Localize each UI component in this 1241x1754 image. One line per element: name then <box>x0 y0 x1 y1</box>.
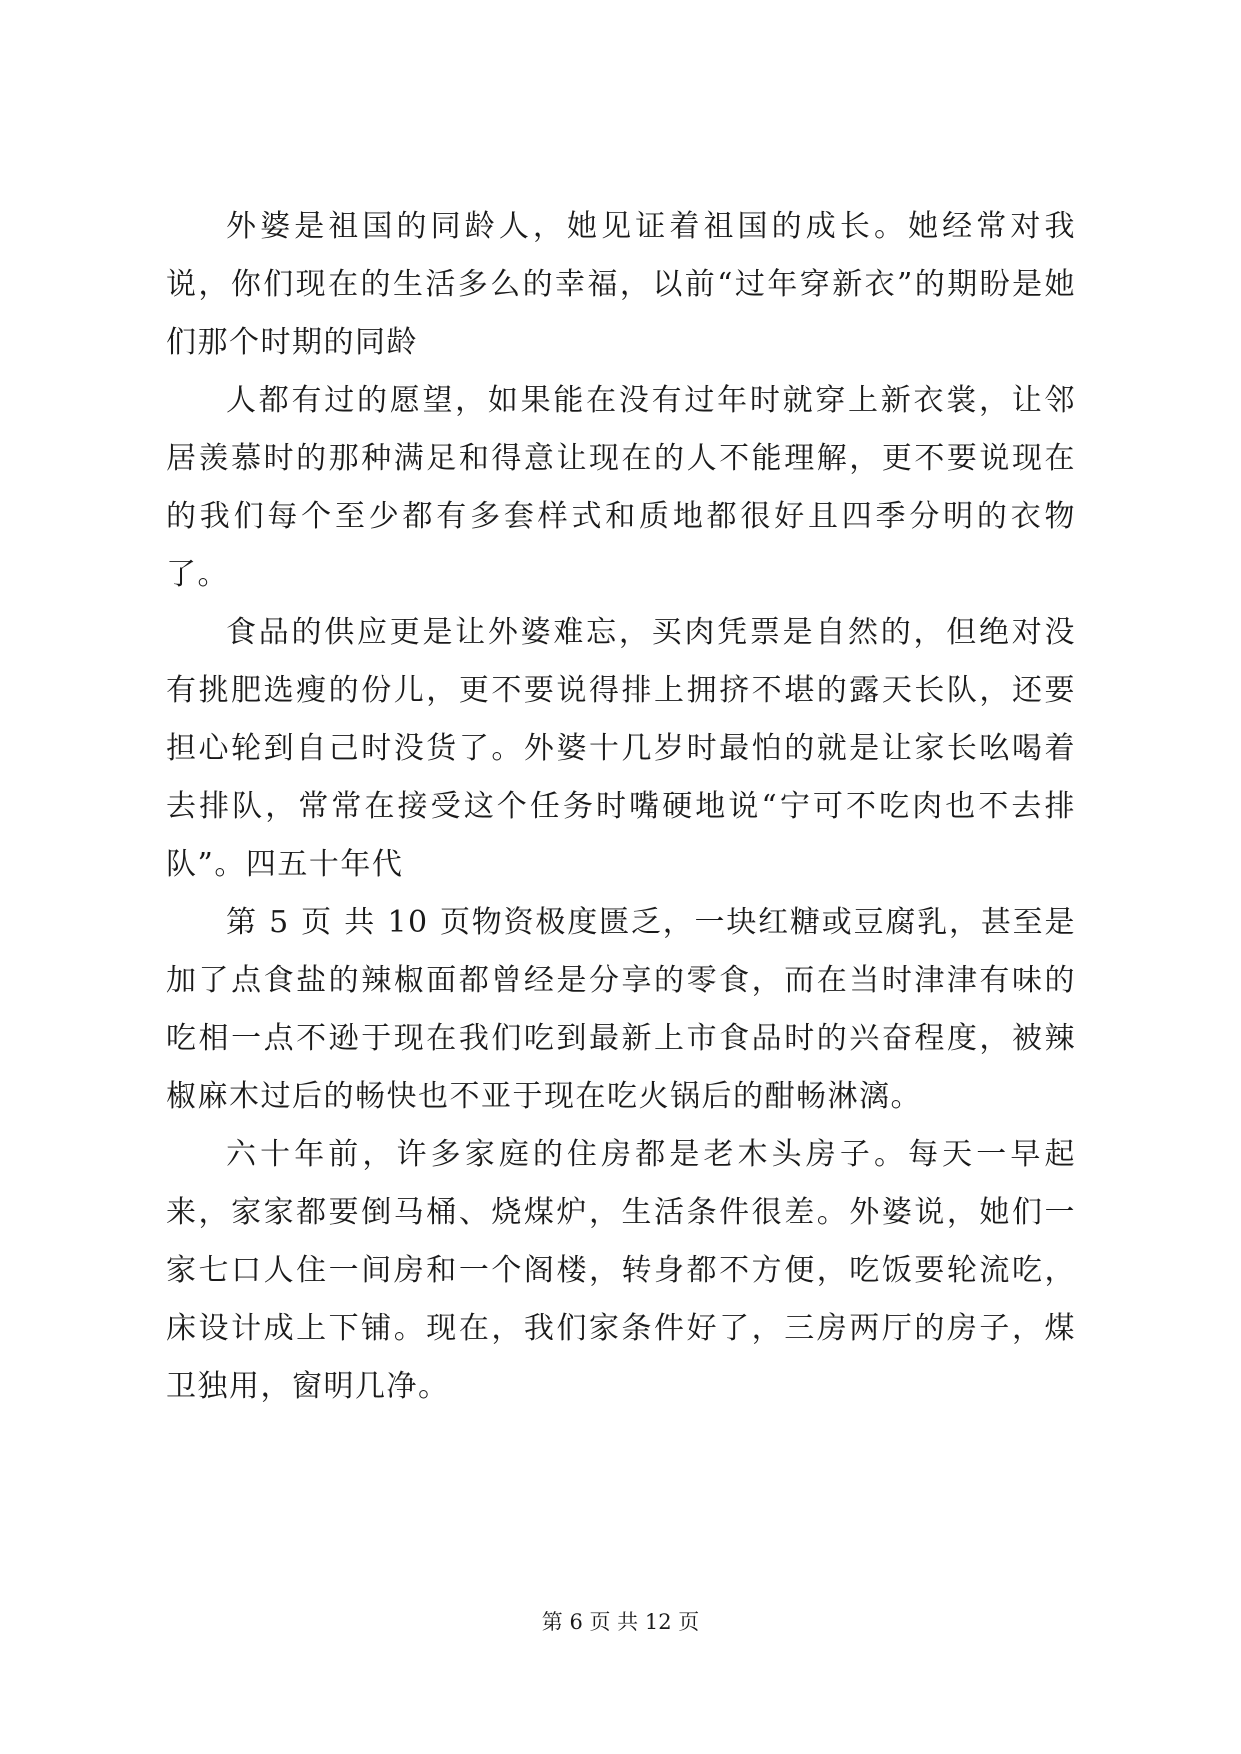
paragraph-2: 人都有过的愿望，如果能在没有过年时就穿上新衣裳，让邻居羡慕时的那种满足和得意让现在的人不能理解，更不要说现在的我们每个至少都有多套样式和质地都很好且四季分明的衣物了。 <box>166 383 1076 592</box>
paragraph-1: 外婆是祖国的同龄人，她见证着祖国的成长。她经常对我说，你们现在的生活多么的幸福，以前“过年穿新衣”的期盼是她们那个时期的同龄 <box>166 209 1076 360</box>
page-number-footer: 第 6 页 共 12 页 <box>541 1610 700 1634</box>
paragraph-4: 第 5 页 共 10 页物资极度匮乏，一块红糖或豆腐乳，甚至是加了点食盐的辣椒面都曾经是分享的零食，而在当时津津有味的吃相一点不逊于现在我们吃到最新上市食品时的兴奋程度，被辣椒麻木过后的畅快也不亚于现在吃火锅后的酣畅淋漓。 <box>166 905 1076 1114</box>
paragraph-5: 六十年前，许多家庭的住房都是老木头房子。每天一早起来，家家都要倒马桶、烧煤炉，生活条件很差。外婆说，她们一家七口人住一间房和一个阁楼，转身都不方便，吃饭要轮流吃，床设计成上下铺。现在，我们家条件好了，三房两厅的房子，煤卫独用，窗明几净。 <box>166 1137 1076 1404</box>
paragraph-3: 食品的供应更是让外婆难忘，买肉凭票是自然的，但绝对没有挑肥选瘦的份儿，更不要说得排上拥挤不堪的露天长队，还要担心轮到自己时没货了。外婆十几岁时最怕的就是让家长吆喝着去排队，常常在接受这个任务时嘴硬地说“宁可不吃肉也不去排队”。四五十年代 <box>166 615 1076 882</box>
document-body <box>166 198 1076 1416</box>
